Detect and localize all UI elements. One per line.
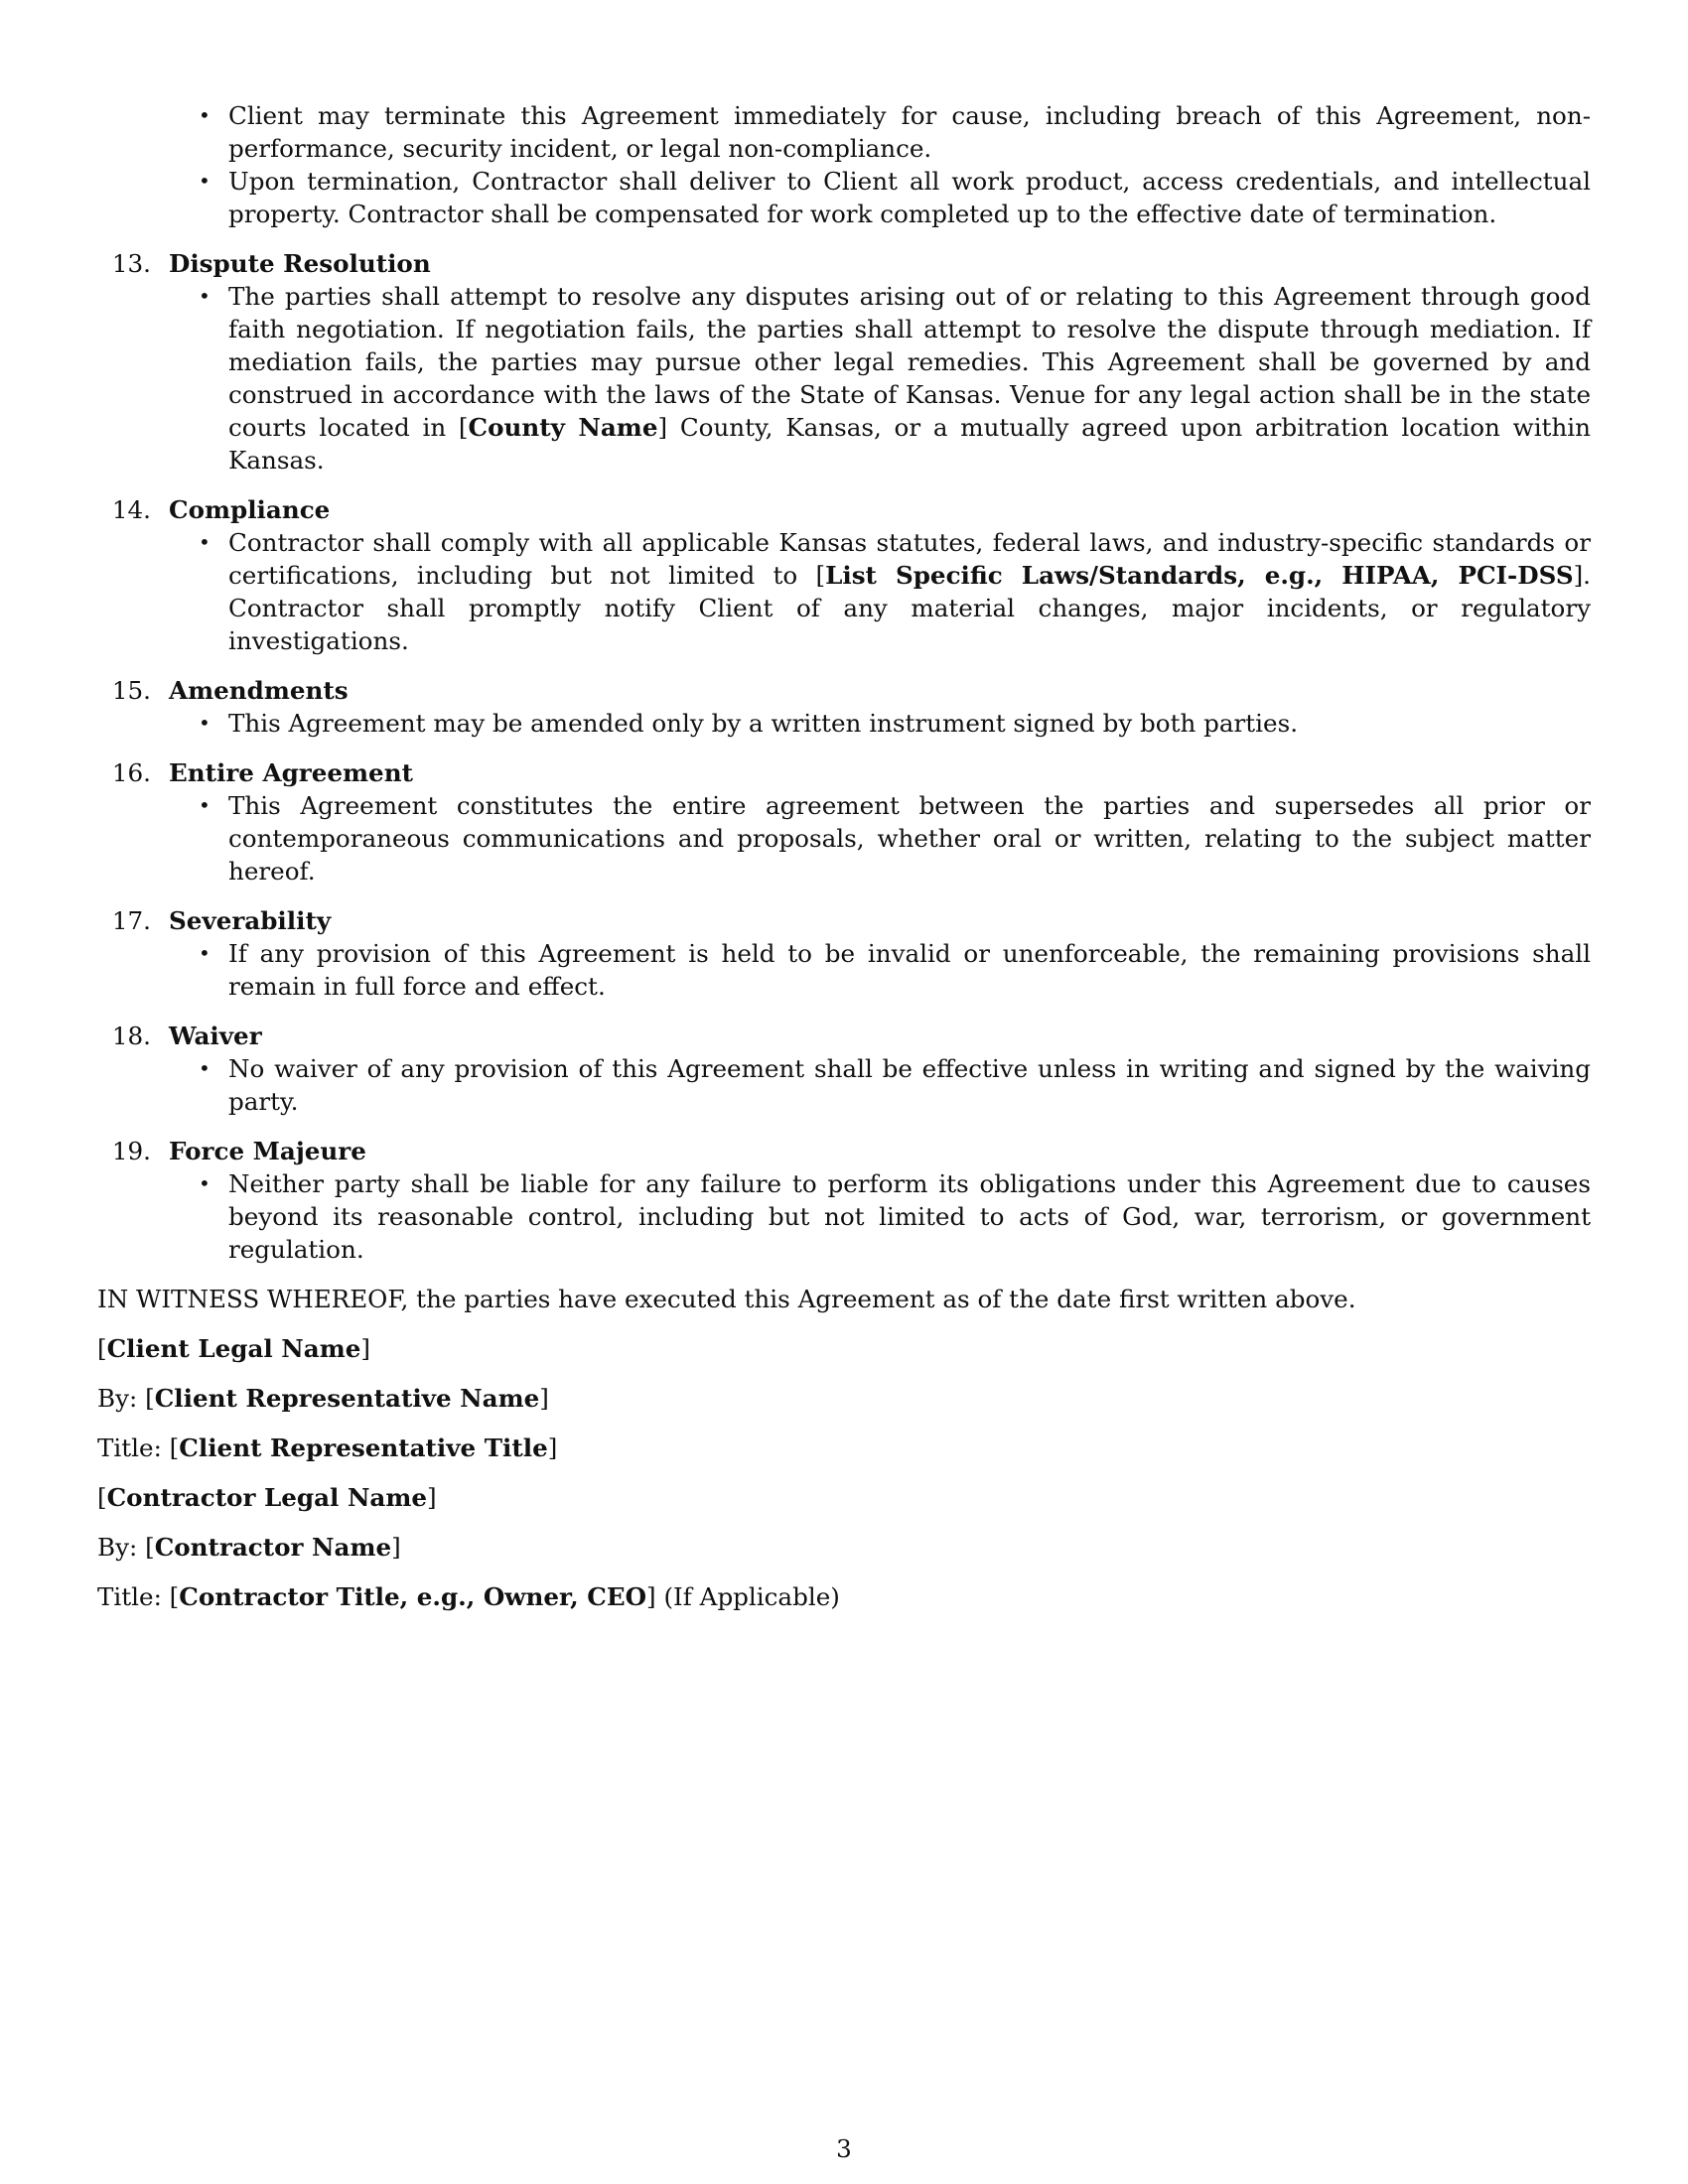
section-15 (97, 674, 1591, 740)
section-title: Amendments (169, 676, 349, 705)
section-title: Compliance (169, 495, 331, 524)
placeholder-laws-standards: List Specific Laws/Standards, e.g., HIPAA, PCI-DSS (825, 561, 1574, 590)
section-number: 19. (111, 1137, 151, 1165)
section-title: Dispute Resolution (169, 249, 431, 278)
list-item: • If any provision of this Agreement is held to be invalid or unenforceable, the remaining provisions shall remain in full force and effect. (97, 937, 1591, 1003)
placeholder-county-name: County Name (468, 413, 658, 442)
list-item: • Neither party shall be liable for any failure to perform its obligations under this Agreement due to causes beyond its reasonable control, including but not limited to acts of God, war, terrorism, or government regulation. (97, 1167, 1591, 1266)
section-title: Waiver (169, 1022, 262, 1050)
list-item: • Client may terminate this Agreement immediately for cause, including breach of this Agreement, non-performance, security incident, or legal non-compliance. (97, 99, 1591, 165)
contractor-legal-name: [Contractor Legal Name] (97, 1483, 437, 1512)
section-title: Entire Agreement (169, 758, 413, 787)
section-18 (97, 1020, 1591, 1118)
section-number: 13. (111, 249, 151, 278)
section-number: 15. (111, 676, 151, 705)
section-number: 18. (111, 1022, 151, 1050)
sections-list (97, 247, 1591, 1266)
section-14 (97, 493, 1591, 657)
contractor-title-line: Title: [Contractor Title, e.g., Owner, CEO] (If Applicable) (97, 1582, 840, 1611)
section-number: 17. (111, 906, 151, 935)
section-title: Force Majeure (169, 1137, 366, 1165)
section-number: 16. (111, 758, 151, 787)
page-number: 3 (836, 2134, 852, 2163)
list-item: • This Agreement may be amended only by a written instrument signed by both parties. (97, 707, 1591, 740)
client-legal-name: [Client Legal Name] (97, 1334, 370, 1363)
section-19 (97, 1135, 1591, 1266)
list-item: • This Agreement constitutes the entire agreement between the parties and supersedes all prior or contemporaneous communications and proposals, whether oral or written, relating to the subject matter hereof. (97, 789, 1591, 887)
client-title-line: Title: [Client Representative Title] (97, 1433, 558, 1462)
section-17 (97, 904, 1591, 1003)
section-16 (97, 756, 1591, 887)
list-item: • No waiver of any provision of this Agreement shall be effective unless in writing and signed by the waiving party. (97, 1052, 1591, 1118)
list-item: • Contractor shall comply with all applicable Kansas statutes, federal laws, and industry-specific standards or certifications, including but not limited to [List Specific Laws/Standards, e.g., HIPAA, PCI-DSS]. Contractor shall promptly notify Client of any material changes, major incidents, or regulatory investigations. (97, 526, 1591, 657)
section-number: 14. (111, 495, 151, 524)
list-item: • The parties shall attempt to resolve any disputes arising out of or relating to this Agreement through good faith negotiation. If negotiation fails, the parties shall attempt to resolve the dispute through mediation. If mediation fails, the parties may pursue other legal remedies. This Agreement shall be governed by and construed in accordance with the laws of the State of Kansas. Venue for any legal action shall be in the state courts located in [County Name] County, Kansas, or a mutually agreed upon arbitration location within Kansas. (97, 280, 1591, 477)
section-13 (97, 247, 1591, 477)
termination-bullets (97, 99, 1591, 230)
witness-statement: IN WITNESS WHEREOF, the parties have executed this Agreement as of the date first written above. (97, 1285, 1356, 1313)
document-page (97, 99, 1591, 1613)
list-item: • Upon termination, Contractor shall deliver to Client all work product, access credentials, and intellectual property. Contractor shall be compensated for work completed up to the effective date of termination. (97, 165, 1591, 230)
section-title: Severability (169, 906, 332, 935)
client-by-line: By: [Client Representative Name] (97, 1384, 549, 1413)
contractor-by-line: By: [Contractor Name] (97, 1533, 401, 1562)
